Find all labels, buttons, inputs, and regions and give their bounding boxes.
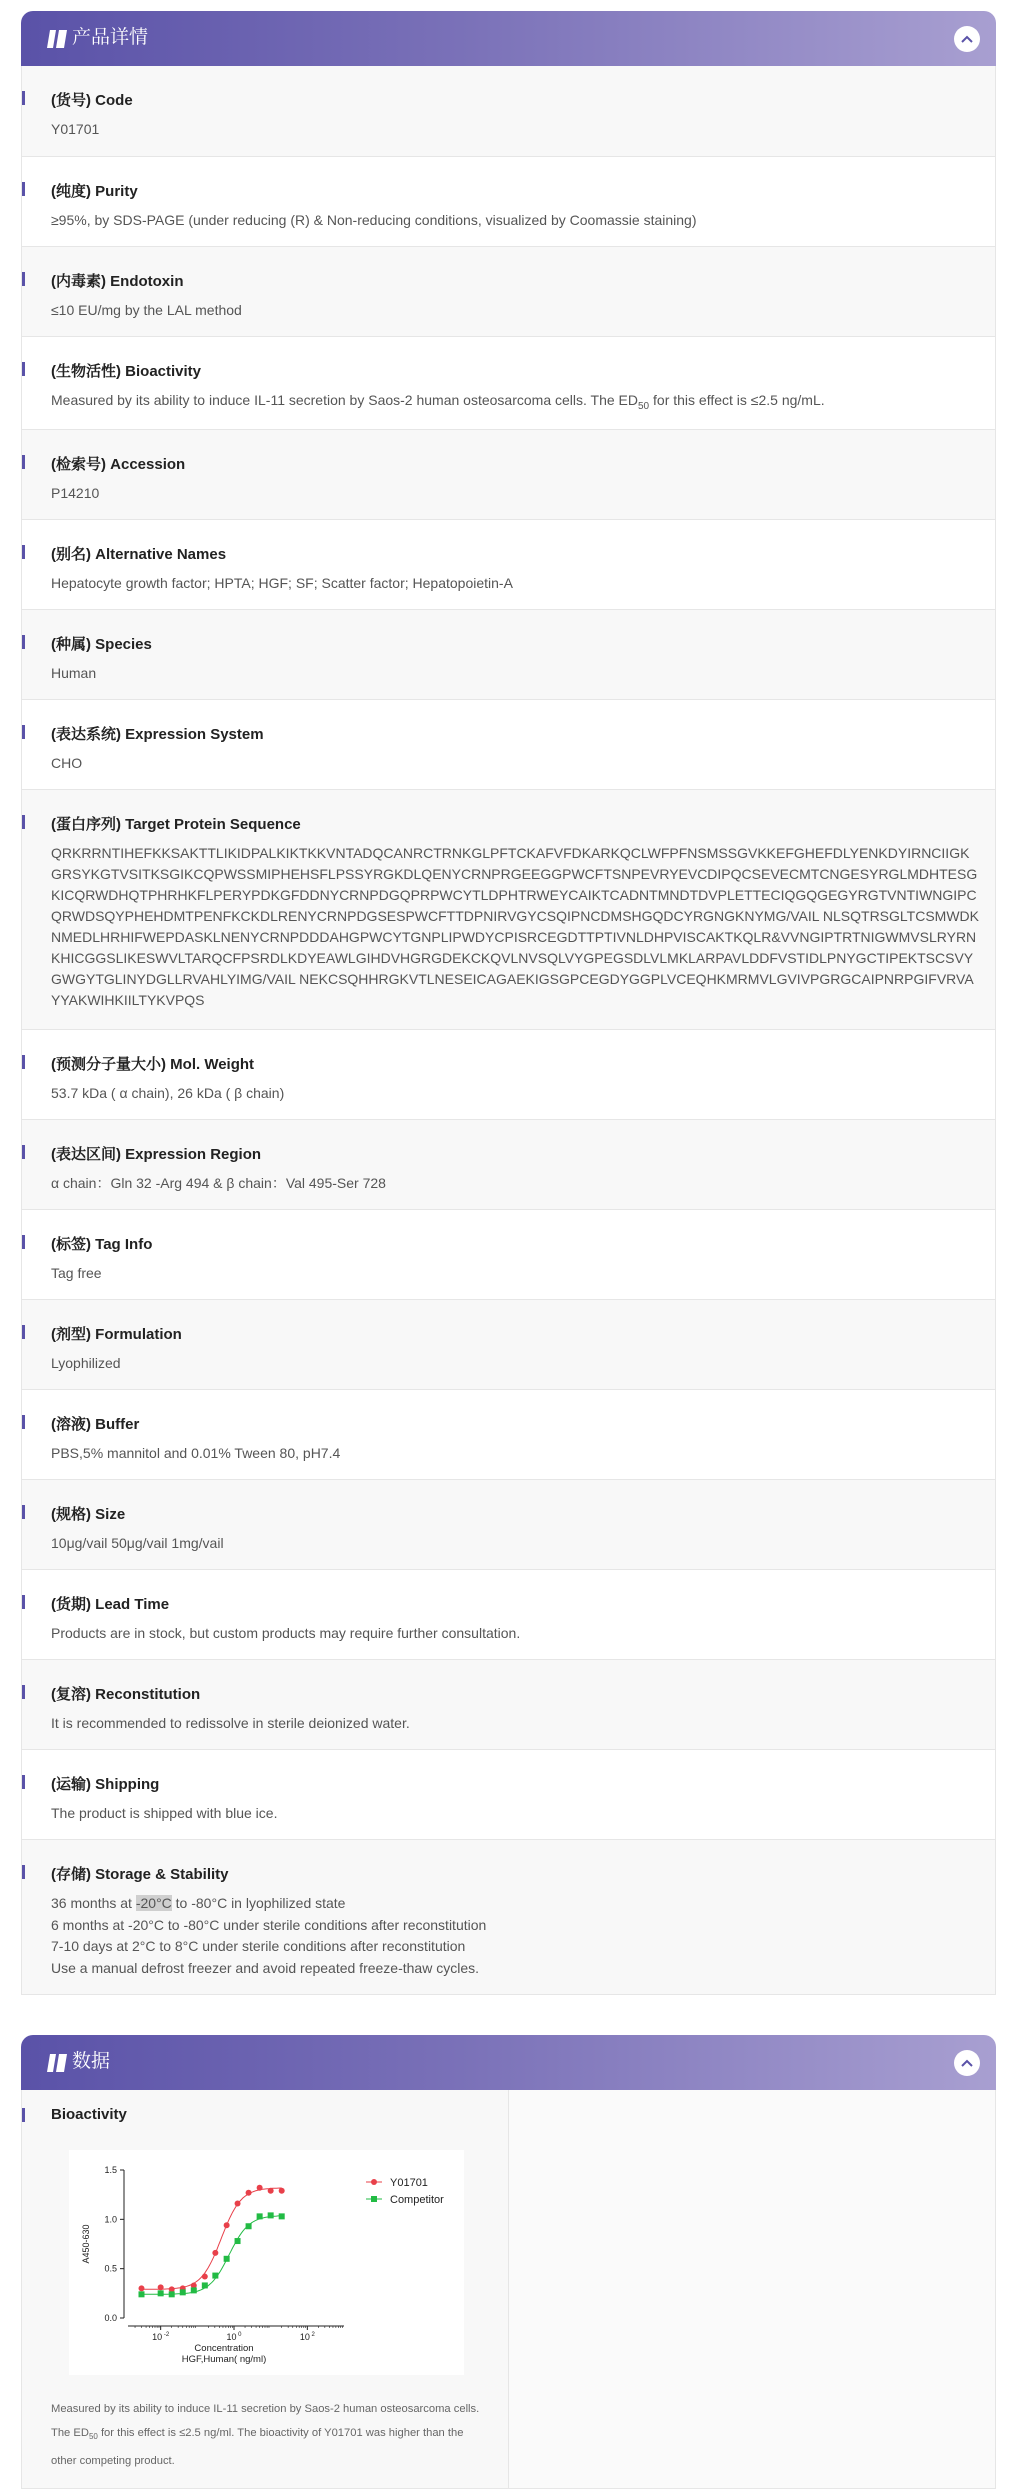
data-section xyxy=(21,2035,996,2489)
data-point-competitor xyxy=(158,2290,164,2296)
bioactivity-text-end: for this effect is ≤2.5 ng/mL. xyxy=(649,392,825,408)
storage-text: 36 months at xyxy=(51,1895,136,1911)
title-stripes-icon xyxy=(47,30,67,48)
row-label: (运输) Shipping xyxy=(51,1776,160,1793)
legend-marker xyxy=(371,2196,377,2202)
data-point-y01701 xyxy=(158,2284,164,2290)
data-point-competitor xyxy=(180,2289,186,2295)
row-accent-bar xyxy=(22,1775,25,1789)
row-value: It is recommended to redissolve in sterile deionized water. xyxy=(51,1715,410,1731)
y-tick-label: 1.5 xyxy=(104,2165,117,2175)
protein-sequence: QRKRRNTIHEFKKSAKTTLIKIDPALKIKTKKVNTADQCANRCTRNKGLPFTCKAFVFDKARKQCLWFPFNSMSSGVKKEFGHEFDLYENKDYIRNCIIGKGRSYKGTVSITKSGIKCQPWSSMIPHEHSFLPSSYRGKDLQENYCRNPRGEEGGPWCFTSNPEVRYEVCDIPQCSEVECMTCNGESYRGLMDHTESGKICQRWDHQTPHRHKFLPERYPDKGFDDNYCRNPDGQPRPWCYTLDPHTRWEYCAIKTCADNTMNDTDVPLETTECIQGQGEGYRGTVNTIWNGIPCQRWDSQYPHEHDMTPENFKCKDLRENYCRNPDGSESPWCFTTDPNIRVGYCSQIPNCDMSHGQDCYRGNGKNYMG/VAIL NLSQTRSGLTCSMWDKNMEDLHRHIFWEPDASKLNENYCRNPDDDAHGPWCYTGNPLIPWDYCPISRCEGDTTPTIVNLDHPVISCAKTKQLR&VVNGIPTRTNIGWMVSLRYRNKHICGGSLIKESWVLTARQCFPSRDLKDYEAWLGIHDVHGRGDEKCKQVLNVSQLVYGPEGSDLVLMKLARPAVLDDFVSTIDLPNYGCTIPEKTSCSVYGWGYTGLINYDGLLRVAHLYIMG/VAIL NEKCSQHHRGKVTLNESEICAGAEKIGSGPCEGDYGGPLVCEQHKMRMVLGVIVPGRGCAIPNRPGIFVRVAYYAKWIHKIILTYKVPQS xyxy=(51,845,979,1008)
spec-row-reconstitution xyxy=(22,1659,995,1749)
spec-row-endotoxin xyxy=(22,246,995,336)
data-point-competitor xyxy=(257,2213,263,2219)
data-point-y01701 xyxy=(235,2201,241,2207)
storage-line-2: 6 months at -20°C to -80°C under sterile conditions after reconstitution xyxy=(51,1916,487,1933)
data-header xyxy=(21,2035,996,2090)
spec-row-sequence xyxy=(22,789,995,1029)
row-label: (内毒素) Endotoxin xyxy=(51,273,184,290)
bioactivity-chart xyxy=(69,2150,464,2375)
data-point-competitor xyxy=(246,2223,252,2229)
row-accent-bar xyxy=(22,725,25,739)
data-point-y01701 xyxy=(138,2285,144,2291)
product-details-section xyxy=(21,11,996,1995)
data-point-competitor xyxy=(235,2238,241,2244)
spec-row-shipping xyxy=(22,1749,995,1839)
row-value: Hepatocyte growth factor; HPTA; HGF; SF; Scatter factor; Hepatopoietin-A xyxy=(51,575,513,591)
row-label: (纯度) Purity xyxy=(51,183,138,200)
row-label: (货期) Lead Time xyxy=(51,1596,170,1613)
y-axis-label: A450-630 xyxy=(81,2224,91,2264)
row-label: (剂型) Formulation xyxy=(51,1326,182,1343)
product-details-header xyxy=(21,11,996,66)
row-value: Human xyxy=(51,665,97,681)
bioactivity-text: Measured by its ability to induce IL-11 secretion by Saos-2 human osteosarcoma cells. The ED xyxy=(51,392,638,408)
data-point-competitor xyxy=(212,2273,218,2279)
bioactivity-label: Bioactivity xyxy=(51,2106,127,2123)
row-accent-bar xyxy=(22,1415,25,1429)
legend-label: Y01701 xyxy=(390,2177,428,2189)
data-body xyxy=(21,2090,996,2489)
row-label: (别名) Alternative Names xyxy=(51,546,227,563)
ed-subscript: 50 xyxy=(638,400,650,412)
spec-row-lead-time xyxy=(22,1569,995,1659)
spec-row-expression-region xyxy=(22,1119,995,1209)
storage-lines xyxy=(51,1893,980,1979)
storage-text: to -80°C in lyophilized state xyxy=(171,1895,346,1911)
data-point-y01701 xyxy=(212,2250,218,2256)
x-axis-label-units: HGF,Human( ng/ml) xyxy=(181,2354,267,2365)
row-value: α chain：Gln 32 -Arg 494 & β chain：Val 495-Ser 728 xyxy=(51,1175,386,1191)
row-accent-bar xyxy=(22,1505,25,1519)
y-tick-label: 1.0 xyxy=(104,2214,117,2225)
bioactivity-chart-svg xyxy=(69,2150,464,2375)
row-label: (货号) Code xyxy=(51,92,133,109)
row-accent-bar xyxy=(22,1145,25,1159)
row-label: (溶液) Buffer xyxy=(51,1416,140,1433)
row-accent-bar xyxy=(22,1325,25,1339)
chevron-up-icon xyxy=(961,2059,973,2067)
spec-rows xyxy=(21,66,996,1995)
row-label: (标签) Tag Info xyxy=(51,1236,153,1253)
row-accent-bar xyxy=(22,272,25,286)
legend-marker xyxy=(371,2179,377,2185)
row-label: (存储) Storage & Stability xyxy=(51,1866,229,1883)
data-point-y01701 xyxy=(246,2190,252,2196)
spec-row-storage xyxy=(22,1839,995,1994)
ed-subscript: 50 xyxy=(88,2432,98,2442)
spec-row-formulation xyxy=(22,1299,995,1389)
legend-label: Competitor xyxy=(390,2194,444,2206)
storage-line-4: Use a manual defrost freezer and avoid repeated freeze-thaw cycles. xyxy=(51,1959,480,1976)
highlighted-temperature: -20°C xyxy=(135,1895,172,1911)
row-label: (预测分子量大小) Mol. Weight xyxy=(51,1056,255,1073)
row-accent-bar xyxy=(22,1595,25,1609)
row-value: ≤10 EU/mg by the LAL method xyxy=(51,302,242,318)
section-title: 产品详情 xyxy=(72,27,149,48)
spec-row-species xyxy=(22,609,995,699)
storage-line-1 xyxy=(51,1893,980,1915)
row-label: (规格) Size xyxy=(51,1506,126,1523)
row-accent-bar xyxy=(22,1865,25,1879)
collapse-toggle-button[interactable] xyxy=(954,26,980,52)
row-accent-bar xyxy=(22,91,25,105)
row-accent-bar xyxy=(22,1235,25,1249)
row-label: (蛋白序列) Target Protein Sequence xyxy=(51,816,301,833)
x-axis-label: Concentration xyxy=(194,2343,254,2354)
spec-row-expression-system xyxy=(22,699,995,789)
spec-row-accession xyxy=(22,429,995,519)
row-accent-bar xyxy=(22,2108,25,2122)
row-value: ≥95%, by SDS-PAGE (under reducing (R) & Non-reducing conditions, visualized by Coomassie staining) xyxy=(51,212,697,228)
row-value: 10μg/vail 50μg/vail 1mg/vail xyxy=(51,1535,224,1551)
section-title: 数据 xyxy=(72,2051,111,2072)
data-point-y01701 xyxy=(257,2185,263,2191)
chart-caption xyxy=(51,2397,491,2473)
spec-row-bioactivity xyxy=(22,336,995,429)
row-label: (复溶) Reconstitution xyxy=(51,1686,201,1703)
spec-row-purity xyxy=(22,156,995,246)
row-label: (检索号) Accession xyxy=(51,456,186,473)
bioactivity-card xyxy=(22,2090,509,2488)
title-stripes-icon xyxy=(47,2054,67,2072)
row-value: Y01701 xyxy=(51,121,100,137)
collapse-toggle-button[interactable] xyxy=(954,2050,980,2076)
storage-line-3: 7-10 days at 2°C to 8°C under sterile conditions after reconstitution xyxy=(51,1938,466,1954)
row-accent-bar xyxy=(22,545,25,559)
row-accent-bar xyxy=(22,182,25,196)
row-accent-bar xyxy=(22,1055,25,1069)
row-label: (表达系统) Expression System xyxy=(51,726,264,743)
chevron-up-icon xyxy=(961,35,973,43)
spec-row-mol-weight xyxy=(22,1029,995,1119)
row-value: CHO xyxy=(51,755,83,771)
row-label: (生物活性) Bioactivity xyxy=(51,363,202,380)
spec-row-code xyxy=(22,66,995,156)
caption-text-end: for this effect is ≤2.5 ng/ml. The bioactivity of Y01701 was higher than the other competing product. xyxy=(51,2427,464,2468)
row-accent-bar xyxy=(22,455,25,469)
row-label: (种属) Species xyxy=(51,636,152,653)
row-value xyxy=(51,390,980,417)
fit-curve-competitor xyxy=(142,2216,282,2295)
data-point-competitor xyxy=(279,2213,285,2219)
x-tick-label: 10 $^{-2}$ xyxy=(152,2332,170,2342)
spec-row-alt-names xyxy=(22,519,995,609)
row-accent-bar xyxy=(22,635,25,649)
row-value: Products are in stock, but custom products may require further consultation. xyxy=(51,1625,521,1641)
row-accent-bar xyxy=(22,1685,25,1699)
data-point-competitor xyxy=(138,2291,144,2297)
spec-row-size xyxy=(22,1479,995,1569)
x-tick-label: 10 $^0$ xyxy=(226,2332,242,2342)
spec-row-tag-info xyxy=(22,1209,995,1299)
y-tick-label: 0.5 xyxy=(104,2263,117,2274)
row-accent-bar xyxy=(22,362,25,376)
row-value: Tag free xyxy=(51,1265,102,1281)
row-accent-bar xyxy=(22,815,25,829)
data-point-competitor xyxy=(224,2256,230,2262)
data-point-competitor xyxy=(202,2282,208,2288)
data-point-y01701 xyxy=(268,2188,274,2194)
data-point-y01701 xyxy=(279,2188,285,2194)
fit-curve-y01701 xyxy=(142,2188,282,2289)
data-point-y01701 xyxy=(224,2222,230,2228)
data-point-competitor xyxy=(169,2291,175,2297)
x-tick-label: 10 $^2$ xyxy=(299,2332,315,2342)
caption-text: Measured by its ability to induce IL-11 secretion by Saos-2 human osteosarcoma cells. The ED xyxy=(51,2403,480,2439)
row-value: P14210 xyxy=(51,485,100,501)
row-value: The product is shipped with blue ice. xyxy=(51,1805,278,1821)
row-label: (表达区间) Expression Region xyxy=(51,1146,262,1163)
row-value: PBS,5% mannitol and 0.01% Tween 80, pH7.4 xyxy=(51,1445,341,1461)
row-value: Lyophilized xyxy=(51,1355,121,1371)
spec-row-buffer xyxy=(22,1389,995,1479)
row-value: 53.7 kDa ( α chain), 26 kDa ( β chain) xyxy=(51,1085,285,1101)
data-point-competitor xyxy=(268,2212,274,2218)
data-point-competitor xyxy=(191,2287,197,2293)
data-point-y01701 xyxy=(202,2274,208,2280)
y-tick-label: 0.0 xyxy=(104,2313,117,2323)
